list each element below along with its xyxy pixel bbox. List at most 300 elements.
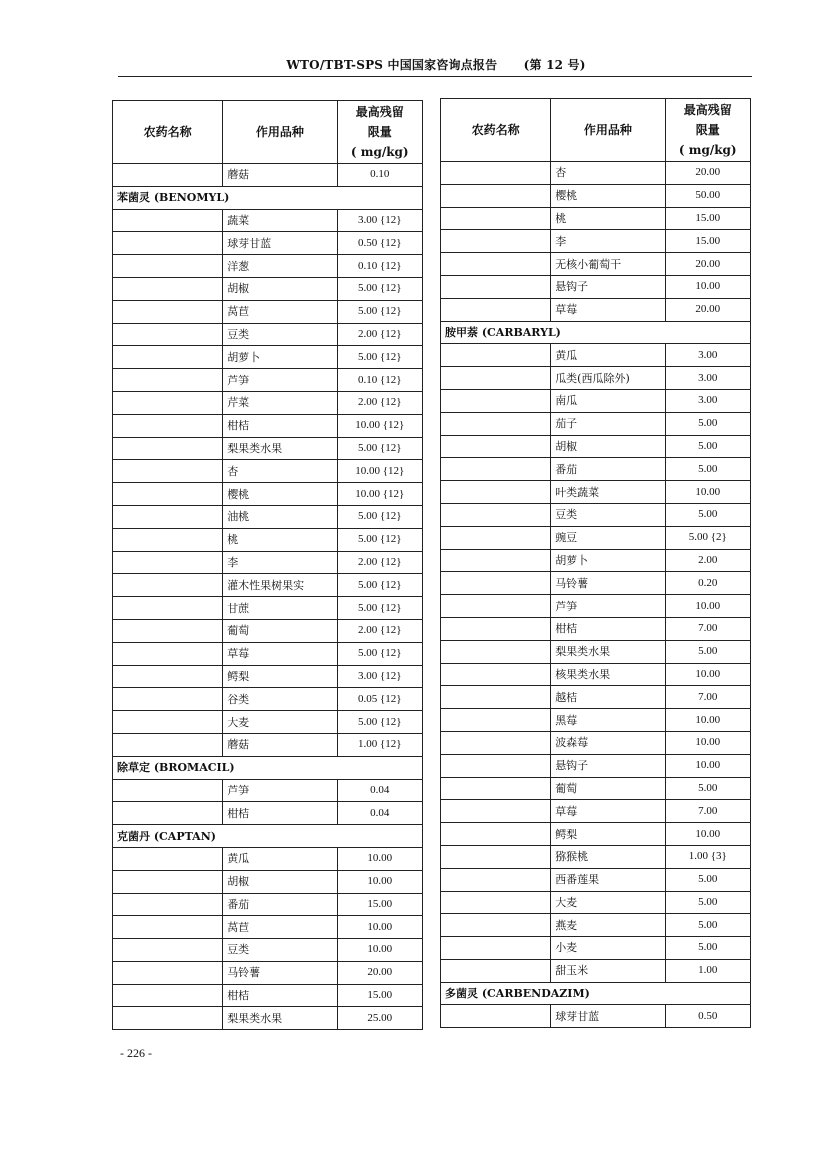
pesticide-cell bbox=[113, 893, 223, 916]
table-row bbox=[113, 323, 423, 346]
table-header-row bbox=[441, 99, 751, 162]
pesticide-cell bbox=[113, 505, 223, 528]
crop-cell: 黄瓜 bbox=[551, 344, 665, 367]
crop-cell: 黄瓜 bbox=[223, 847, 337, 870]
crop-cell: 李 bbox=[551, 230, 665, 253]
table-row bbox=[441, 845, 751, 868]
table-row bbox=[113, 642, 423, 665]
pesticide-cell bbox=[113, 574, 223, 597]
crop-cell: 洋葱 bbox=[223, 255, 337, 278]
table-row bbox=[113, 391, 423, 414]
pesticide-name: 多菌灵 (CARBENDAZIM) bbox=[441, 982, 751, 1005]
mrl-cell: 5.00 {12} bbox=[337, 574, 423, 597]
section-row bbox=[113, 186, 423, 209]
crop-cell: 豌豆 bbox=[551, 526, 665, 549]
mrl-cell: 10.00 bbox=[337, 847, 423, 870]
mrl-cell: 5.00 bbox=[665, 435, 751, 458]
table-row bbox=[113, 483, 423, 506]
crop-cell: 无核小葡萄干 bbox=[551, 253, 665, 276]
mrl-cell: 25.00 bbox=[337, 1007, 423, 1030]
mrl-cell: 0.10 {12} bbox=[337, 369, 423, 392]
mrl-cell: 10.00 bbox=[665, 731, 751, 754]
crop-cell: 莴苣 bbox=[223, 300, 337, 323]
pesticide-name: 克菌丹 (CAPTAN) bbox=[113, 825, 423, 848]
pesticide-cell bbox=[113, 460, 223, 483]
mrl-cell: 5.00 bbox=[665, 914, 751, 937]
table-row bbox=[113, 597, 423, 620]
mrl-cell: 3.00 bbox=[665, 389, 751, 412]
header-issue: (第 12 号) bbox=[523, 58, 586, 72]
pesticide-name: 胺甲萘 (CARBARYL) bbox=[441, 321, 751, 344]
column-header-crop: 作用品种 bbox=[223, 101, 337, 164]
table-row bbox=[113, 460, 423, 483]
table-row bbox=[441, 595, 751, 618]
mrl-cell: 2.00 bbox=[665, 549, 751, 572]
table-row bbox=[441, 344, 751, 367]
mrl-cell: 2.00 {12} bbox=[337, 551, 423, 574]
mrl-cell: 10.00 bbox=[665, 595, 751, 618]
mrl-cell: 1.00 bbox=[665, 959, 751, 982]
mrl-cell: 3.00 {12} bbox=[337, 209, 423, 232]
crop-cell: 小麦 bbox=[551, 937, 665, 960]
pesticide-cell bbox=[441, 914, 551, 937]
table-row bbox=[441, 298, 751, 321]
table-row bbox=[113, 574, 423, 597]
crop-cell: 胡椒 bbox=[223, 870, 337, 893]
table-row bbox=[113, 802, 423, 825]
mrl-header-line1: 最高残留 bbox=[355, 105, 404, 119]
mrl-header-line3: ( mg/kg) bbox=[350, 145, 409, 159]
crop-cell: 马铃薯 bbox=[223, 961, 337, 984]
table-row bbox=[441, 435, 751, 458]
pesticide-cell bbox=[441, 275, 551, 298]
pesticide-cell bbox=[441, 709, 551, 732]
pesticide-cell bbox=[441, 617, 551, 640]
mrl-cell: 5.00 {12} bbox=[337, 528, 423, 551]
crop-cell: 瓜类(西瓜除外) bbox=[551, 367, 665, 390]
crop-cell: 豆类 bbox=[551, 503, 665, 526]
table-row bbox=[113, 209, 423, 232]
mrl-cell: 0.04 bbox=[337, 779, 423, 802]
crop-cell: 草莓 bbox=[551, 800, 665, 823]
pesticide-cell bbox=[113, 711, 223, 734]
table-row bbox=[441, 663, 751, 686]
pesticide-cell bbox=[441, 253, 551, 276]
crop-cell: 灌木性果树果实 bbox=[223, 574, 337, 597]
table-row bbox=[441, 207, 751, 230]
crop-cell: 胡椒 bbox=[551, 435, 665, 458]
table-row bbox=[441, 823, 751, 846]
table-row bbox=[441, 1005, 751, 1028]
mrl-cell: 20.00 bbox=[337, 961, 423, 984]
table-row bbox=[113, 711, 423, 734]
page-number: - 226 - bbox=[120, 1046, 152, 1060]
table-row bbox=[113, 847, 423, 870]
mrl-cell: 10.00 bbox=[665, 754, 751, 777]
pesticide-cell bbox=[441, 731, 551, 754]
mrl-cell: 5.00 bbox=[665, 891, 751, 914]
mrl-cell: 3.00 bbox=[665, 367, 751, 390]
mrl-table-right bbox=[440, 98, 751, 1028]
crop-cell: 李 bbox=[223, 551, 337, 574]
mrl-cell: 5.00 {12} bbox=[337, 437, 423, 460]
table-row bbox=[113, 414, 423, 437]
page-header bbox=[120, 56, 752, 73]
mrl-cell: 15.00 bbox=[337, 984, 423, 1007]
mrl-cell: 10.00 bbox=[665, 709, 751, 732]
crop-cell: 葡萄 bbox=[551, 777, 665, 800]
crop-cell: 蘑菇 bbox=[223, 733, 337, 756]
mrl-cell: 5.00 {12} bbox=[337, 277, 423, 300]
table-row bbox=[113, 733, 423, 756]
mrl-cell: 0.10 {12} bbox=[337, 255, 423, 278]
crop-cell: 豆类 bbox=[223, 323, 337, 346]
pesticide-cell bbox=[441, 389, 551, 412]
crop-cell: 南瓜 bbox=[551, 389, 665, 412]
table-row bbox=[441, 891, 751, 914]
crop-cell: 大麦 bbox=[551, 891, 665, 914]
table-row bbox=[113, 437, 423, 460]
column-header-crop: 作用品种 bbox=[551, 99, 665, 162]
crop-cell: 樱桃 bbox=[223, 483, 337, 506]
pesticide-cell bbox=[113, 528, 223, 551]
mrl-cell: 5.00 bbox=[665, 458, 751, 481]
crop-cell: 葡萄 bbox=[223, 619, 337, 642]
crop-cell: 球芽甘蓝 bbox=[223, 232, 337, 255]
crop-cell: 柑桔 bbox=[223, 984, 337, 1007]
table-row bbox=[113, 164, 423, 187]
pesticide-cell bbox=[113, 483, 223, 506]
pesticide-cell bbox=[441, 549, 551, 572]
mrl-cell: 5.00 {12} bbox=[337, 300, 423, 323]
pesticide-cell bbox=[441, 754, 551, 777]
pesticide-cell bbox=[441, 640, 551, 663]
mrl-cell: 20.00 bbox=[665, 253, 751, 276]
table-row bbox=[441, 959, 751, 982]
section-row bbox=[441, 982, 751, 1005]
table-row bbox=[441, 617, 751, 640]
mrl-cell: 5.00 bbox=[665, 503, 751, 526]
crop-cell: 番茄 bbox=[223, 893, 337, 916]
crop-cell: 柑桔 bbox=[223, 414, 337, 437]
pesticide-cell bbox=[113, 733, 223, 756]
table-row bbox=[113, 255, 423, 278]
mrl-cell: 10.00 bbox=[665, 275, 751, 298]
mrl-cell: 10.00 {12} bbox=[337, 483, 423, 506]
mrl-cell: 1.00 {12} bbox=[337, 733, 423, 756]
crop-cell: 胡椒 bbox=[223, 277, 337, 300]
pesticide-cell bbox=[441, 572, 551, 595]
table-row bbox=[441, 731, 751, 754]
mrl-cell: 2.00 {12} bbox=[337, 323, 423, 346]
crop-cell: 草莓 bbox=[551, 298, 665, 321]
pesticide-cell bbox=[113, 300, 223, 323]
table-row bbox=[113, 779, 423, 802]
mrl-header-line1: 最高残留 bbox=[683, 103, 732, 117]
mrl-cell: 2.00 {12} bbox=[337, 391, 423, 414]
mrl-cell: 10.00 bbox=[337, 916, 423, 939]
pesticide-cell bbox=[441, 230, 551, 253]
mrl-cell: 3.00 bbox=[665, 344, 751, 367]
table-row bbox=[113, 665, 423, 688]
table-row bbox=[113, 688, 423, 711]
mrl-cell: 5.00 bbox=[665, 868, 751, 891]
crop-cell: 大麦 bbox=[223, 711, 337, 734]
table-row bbox=[113, 369, 423, 392]
pesticide-cell bbox=[441, 344, 551, 367]
crop-cell: 西番莲果 bbox=[551, 868, 665, 891]
pesticide-cell bbox=[441, 937, 551, 960]
crop-cell: 杏 bbox=[551, 162, 665, 185]
crop-cell: 甘蔗 bbox=[223, 597, 337, 620]
crop-cell: 鳄梨 bbox=[551, 823, 665, 846]
table-row bbox=[441, 914, 751, 937]
mrl-cell: 10.00 bbox=[337, 939, 423, 962]
pesticide-cell bbox=[113, 802, 223, 825]
table-row bbox=[441, 367, 751, 390]
pesticide-cell bbox=[441, 184, 551, 207]
crop-cell: 草莓 bbox=[223, 642, 337, 665]
pesticide-cell bbox=[113, 164, 223, 187]
table-row bbox=[441, 481, 751, 504]
crop-cell: 芦笋 bbox=[551, 595, 665, 618]
mrl-cell: 0.50 {12} bbox=[337, 232, 423, 255]
pesticide-cell bbox=[113, 961, 223, 984]
mrl-cell: 15.00 bbox=[665, 207, 751, 230]
mrl-header-line2: 限量 bbox=[367, 125, 392, 139]
mrl-cell: 5.00 bbox=[665, 412, 751, 435]
pesticide-cell bbox=[113, 255, 223, 278]
table-row bbox=[113, 277, 423, 300]
table-row bbox=[113, 232, 423, 255]
pesticide-cell bbox=[441, 595, 551, 618]
table-row bbox=[113, 346, 423, 369]
table-row bbox=[113, 551, 423, 574]
table-row bbox=[441, 503, 751, 526]
crop-cell: 谷类 bbox=[223, 688, 337, 711]
pesticide-cell bbox=[113, 277, 223, 300]
pesticide-cell bbox=[113, 688, 223, 711]
pesticide-cell bbox=[113, 346, 223, 369]
crop-cell: 杏 bbox=[223, 460, 337, 483]
crop-cell: 油桃 bbox=[223, 505, 337, 528]
table-row bbox=[441, 709, 751, 732]
pesticide-cell bbox=[113, 597, 223, 620]
crop-cell: 黑莓 bbox=[551, 709, 665, 732]
mrl-cell: 10.00 bbox=[665, 663, 751, 686]
table-row bbox=[441, 549, 751, 572]
section-row bbox=[113, 756, 423, 779]
pesticide-cell bbox=[113, 870, 223, 893]
pesticide-cell bbox=[113, 984, 223, 1007]
table-header-row bbox=[113, 101, 423, 164]
pesticide-cell bbox=[441, 845, 551, 868]
table-row bbox=[441, 389, 751, 412]
mrl-cell: 5.00 bbox=[665, 640, 751, 663]
pesticide-cell bbox=[113, 1007, 223, 1030]
table-row bbox=[113, 939, 423, 962]
crop-cell: 桃 bbox=[223, 528, 337, 551]
header-title: WTO/TBT-SPS 中国国家咨询点报告 bbox=[286, 58, 498, 72]
mrl-cell: 5.00 bbox=[665, 937, 751, 960]
table-row bbox=[441, 800, 751, 823]
table-row bbox=[113, 528, 423, 551]
pesticide-cell bbox=[113, 642, 223, 665]
table-row bbox=[441, 230, 751, 253]
pesticide-cell bbox=[113, 847, 223, 870]
pesticide-name: 除草定 (BROMACIL) bbox=[113, 756, 423, 779]
crop-cell: 蘑菇 bbox=[223, 164, 337, 187]
pesticide-cell bbox=[441, 823, 551, 846]
crop-cell: 莴苣 bbox=[223, 916, 337, 939]
crop-cell: 柑桔 bbox=[223, 802, 337, 825]
crop-cell: 球芽甘蓝 bbox=[551, 1005, 665, 1028]
table-row bbox=[113, 961, 423, 984]
table-row bbox=[113, 300, 423, 323]
mrl-cell: 5.00 {12} bbox=[337, 711, 423, 734]
header-rule bbox=[118, 76, 752, 77]
table-row bbox=[441, 868, 751, 891]
crop-cell: 柑桔 bbox=[551, 617, 665, 640]
table-row bbox=[113, 619, 423, 642]
pesticide-cell bbox=[441, 367, 551, 390]
crop-cell: 芦笋 bbox=[223, 369, 337, 392]
mrl-cell: 15.00 bbox=[337, 893, 423, 916]
mrl-table-left bbox=[112, 100, 423, 1030]
mrl-cell: 50.00 bbox=[665, 184, 751, 207]
mrl-cell: 0.20 bbox=[665, 572, 751, 595]
column-header-mrl bbox=[337, 101, 423, 164]
pesticide-cell bbox=[441, 959, 551, 982]
mrl-cell: 1.00 {3} bbox=[665, 845, 751, 868]
pesticide-cell bbox=[441, 663, 551, 686]
crop-cell: 悬钩子 bbox=[551, 275, 665, 298]
pesticide-cell bbox=[113, 232, 223, 255]
mrl-cell: 5.00 bbox=[665, 777, 751, 800]
pesticide-cell bbox=[113, 939, 223, 962]
mrl-cell: 10.00 bbox=[665, 481, 751, 504]
pesticide-cell bbox=[441, 458, 551, 481]
pesticide-cell bbox=[441, 435, 551, 458]
crop-cell: 叶类蔬菜 bbox=[551, 481, 665, 504]
pesticide-cell bbox=[441, 1005, 551, 1028]
table-row bbox=[441, 458, 751, 481]
pesticide-cell bbox=[113, 391, 223, 414]
table-row bbox=[441, 162, 751, 185]
crop-cell: 樱桃 bbox=[551, 184, 665, 207]
crop-cell: 梨果类水果 bbox=[551, 640, 665, 663]
mrl-cell: 5.00 {12} bbox=[337, 505, 423, 528]
crop-cell: 马铃薯 bbox=[551, 572, 665, 595]
mrl-cell: 7.00 bbox=[665, 617, 751, 640]
table-row bbox=[441, 754, 751, 777]
mrl-cell: 5.00 {12} bbox=[337, 597, 423, 620]
table-row bbox=[113, 505, 423, 528]
column-header-mrl bbox=[665, 99, 751, 162]
pesticide-cell bbox=[441, 207, 551, 230]
pesticide-cell bbox=[441, 868, 551, 891]
pesticide-cell bbox=[441, 503, 551, 526]
mrl-cell: 10.00 {12} bbox=[337, 414, 423, 437]
crop-cell: 茄子 bbox=[551, 412, 665, 435]
crop-cell: 胡萝卜 bbox=[223, 346, 337, 369]
crop-cell: 核果类水果 bbox=[551, 663, 665, 686]
pesticide-cell bbox=[113, 323, 223, 346]
mrl-header-line3: ( mg/kg) bbox=[678, 143, 737, 157]
pesticide-cell bbox=[113, 209, 223, 232]
mrl-cell: 2.00 {12} bbox=[337, 619, 423, 642]
pesticide-cell bbox=[441, 777, 551, 800]
crop-cell: 桃 bbox=[551, 207, 665, 230]
crop-cell: 蔬菜 bbox=[223, 209, 337, 232]
pesticide-cell bbox=[441, 526, 551, 549]
pesticide-cell bbox=[113, 437, 223, 460]
section-row bbox=[441, 321, 751, 344]
crop-cell: 鳄梨 bbox=[223, 665, 337, 688]
column-header-pesticide: 农药名称 bbox=[113, 101, 223, 164]
pesticide-name: 苯菌灵 (BENOMYL) bbox=[113, 186, 423, 209]
mrl-header-line2: 限量 bbox=[695, 123, 720, 137]
table-row bbox=[441, 686, 751, 709]
mrl-cell: 0.05 {12} bbox=[337, 688, 423, 711]
table-row bbox=[441, 275, 751, 298]
mrl-cell: 3.00 {12} bbox=[337, 665, 423, 688]
crop-cell: 芹菜 bbox=[223, 391, 337, 414]
table-row bbox=[441, 777, 751, 800]
pesticide-cell bbox=[441, 891, 551, 914]
mrl-cell: 0.50 bbox=[665, 1005, 751, 1028]
mrl-cell: 5.00 {12} bbox=[337, 642, 423, 665]
mrl-cell: 10.00 {12} bbox=[337, 460, 423, 483]
section-row bbox=[113, 825, 423, 848]
pesticide-cell bbox=[113, 414, 223, 437]
crop-cell: 越桔 bbox=[551, 686, 665, 709]
mrl-cell: 7.00 bbox=[665, 686, 751, 709]
mrl-cell: 0.10 bbox=[337, 164, 423, 187]
crop-cell: 梨果类水果 bbox=[223, 437, 337, 460]
table-row bbox=[113, 870, 423, 893]
crop-cell: 番茄 bbox=[551, 458, 665, 481]
mrl-cell: 5.00 {2} bbox=[665, 526, 751, 549]
table-row bbox=[113, 916, 423, 939]
crop-cell: 胡萝卜 bbox=[551, 549, 665, 572]
table-row bbox=[441, 412, 751, 435]
pesticide-cell bbox=[441, 686, 551, 709]
pesticide-cell bbox=[441, 412, 551, 435]
crop-cell: 波森莓 bbox=[551, 731, 665, 754]
mrl-cell: 20.00 bbox=[665, 298, 751, 321]
table-row bbox=[441, 572, 751, 595]
mrl-cell: 7.00 bbox=[665, 800, 751, 823]
crop-cell: 梨果类水果 bbox=[223, 1007, 337, 1030]
table-row bbox=[113, 984, 423, 1007]
table-row bbox=[441, 640, 751, 663]
pesticide-cell bbox=[113, 619, 223, 642]
table-row bbox=[113, 1007, 423, 1030]
table-row bbox=[441, 526, 751, 549]
crop-cell: 猕猴桃 bbox=[551, 845, 665, 868]
mrl-cell: 0.04 bbox=[337, 802, 423, 825]
table-row bbox=[441, 184, 751, 207]
mrl-cell: 10.00 bbox=[665, 823, 751, 846]
pesticide-cell bbox=[113, 551, 223, 574]
crop-cell: 甜玉米 bbox=[551, 959, 665, 982]
crop-cell: 悬钩子 bbox=[551, 754, 665, 777]
pesticide-cell bbox=[113, 665, 223, 688]
table-row bbox=[441, 253, 751, 276]
crop-cell: 芦笋 bbox=[223, 779, 337, 802]
pesticide-cell bbox=[441, 800, 551, 823]
